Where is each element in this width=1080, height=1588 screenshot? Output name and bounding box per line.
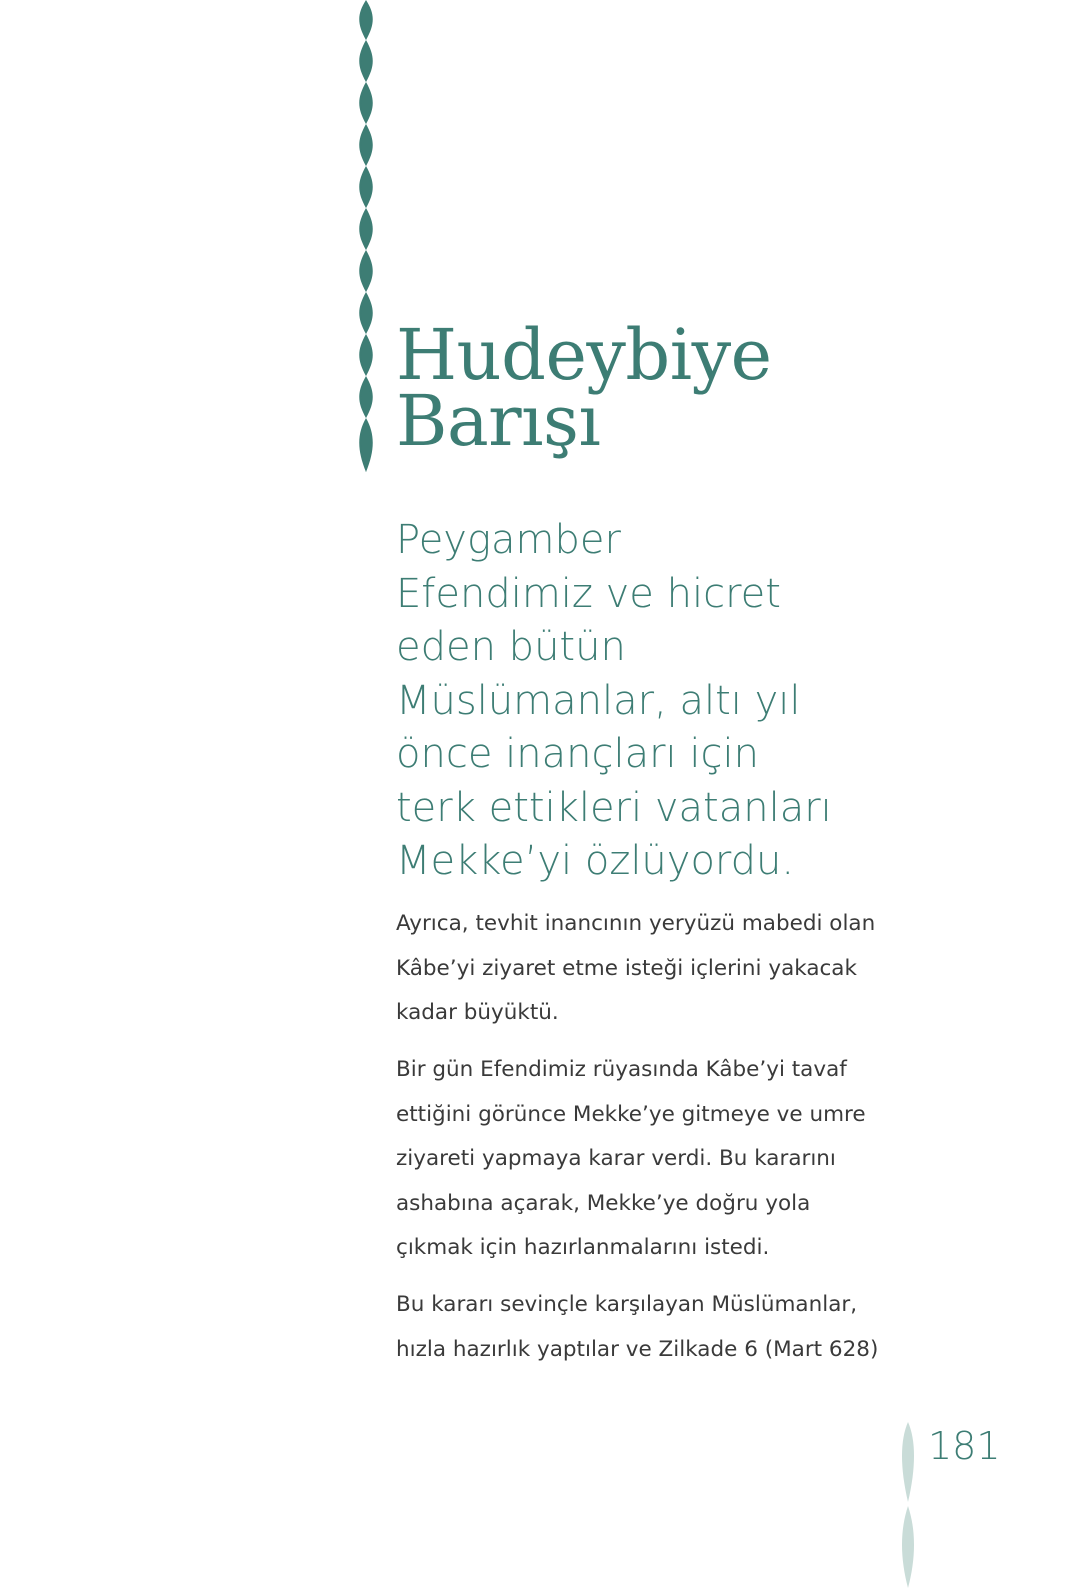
page-title xyxy=(396,314,772,462)
body-line: kadar büyüktü. xyxy=(396,1000,559,1025)
body-line: Ayrıca, tevhit inancının yeryüzü mabedi olan xyxy=(396,911,876,936)
page-number: 181 xyxy=(928,1424,1001,1468)
body-line: ziyareti yapmaya karar verdi. Bu kararını xyxy=(396,1146,836,1171)
lead-line: Mekke’yi özlüyordu. xyxy=(396,838,795,884)
body-line: ashabına açarak, Mekke’ye doğru yola xyxy=(396,1190,811,1216)
lead-line: önce inançları için xyxy=(396,731,759,777)
lead-line: Efendimiz ve hicret xyxy=(396,570,781,617)
leaf-ornament-icon xyxy=(896,1418,920,1588)
body-paragraph-3 xyxy=(396,1283,896,1372)
lead-line: Müslümanlar, altı yıl xyxy=(396,677,801,724)
title-line: Barışı xyxy=(396,380,601,462)
lead-line: eden bütün xyxy=(396,624,626,670)
lead-line: Peygamber xyxy=(396,517,621,563)
lead-paragraph xyxy=(396,514,866,889)
vine-ornament-icon xyxy=(350,0,382,480)
body-line: çıkmak için hazırlanmalarını istedi. xyxy=(396,1235,770,1260)
body-line: hızla hazırlık yaptılar ve Zilkade 6 (Mart 628) xyxy=(396,1336,879,1362)
body-line: Bu kararı sevinçle karşılayan Müslümanlar, xyxy=(396,1292,858,1317)
body-line: Bir gün Efendimiz rüyasında Kâbe’yi tavaf xyxy=(396,1057,847,1082)
title-line: Hudeybiye xyxy=(396,314,772,396)
body-paragraph-1 xyxy=(396,902,896,1036)
body-paragraph-2 xyxy=(396,1048,896,1271)
body-line: Kâbe’yi ziyaret etme isteği içlerini yakacak xyxy=(396,955,857,981)
lead-line: terk ettikleri vatanları xyxy=(396,784,832,831)
body-line: ettiğini görünce Mekke’ye gitmeye ve umre xyxy=(396,1101,866,1127)
